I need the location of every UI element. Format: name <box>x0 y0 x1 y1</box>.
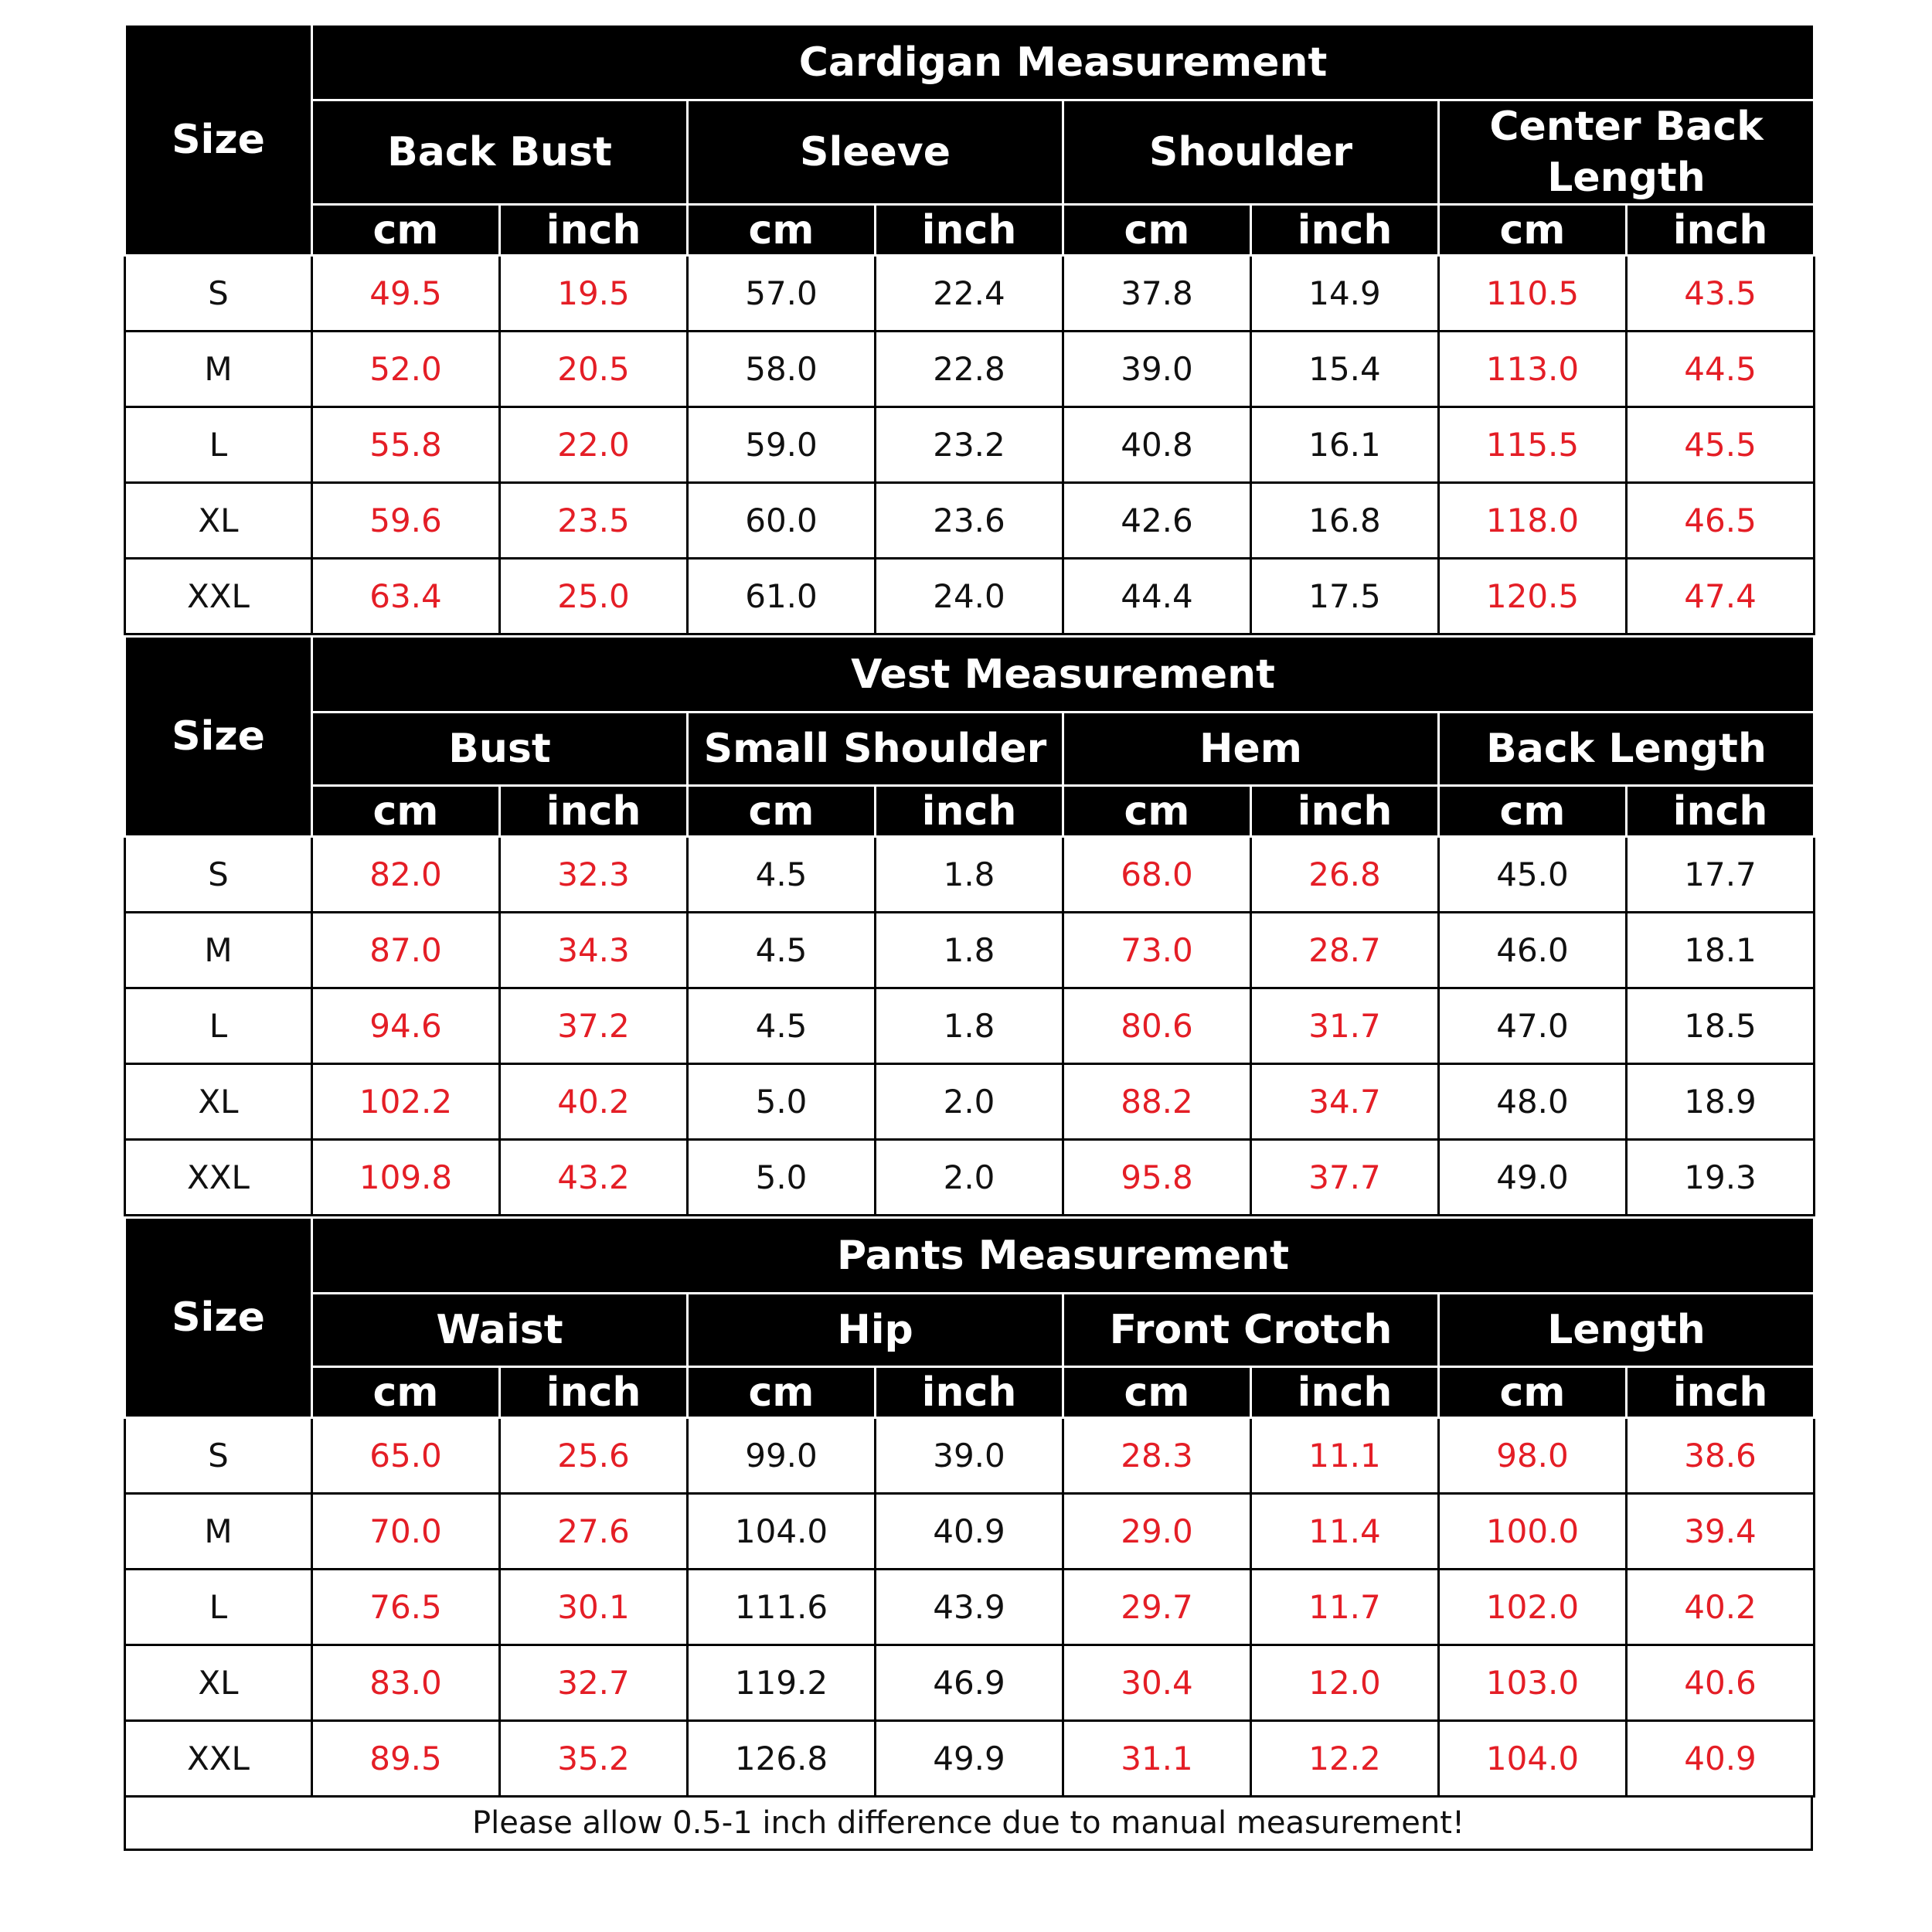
measurement-group-header: Hip <box>688 1294 1063 1367</box>
unit-header-cm: cm <box>688 1367 876 1418</box>
value-cell: 26.8 <box>1251 837 1439 913</box>
value-cell: 19.5 <box>500 256 688 332</box>
value-cell: 20.5 <box>500 332 688 407</box>
table-row <box>125 1570 1815 1645</box>
size-chart <box>124 23 1813 1851</box>
value-cell: 46.9 <box>876 1645 1063 1721</box>
measurement-table <box>124 23 1815 635</box>
unit-header-inch: inch <box>500 786 688 837</box>
value-cell: 59.6 <box>312 483 500 559</box>
size-cell: S <box>125 256 312 332</box>
value-cell: 22.8 <box>876 332 1063 407</box>
measurement-group-header: Shoulder <box>1063 100 1439 205</box>
measurement-sections <box>124 23 1813 1798</box>
unit-header-inch: inch <box>1251 1367 1439 1418</box>
value-cell: 80.6 <box>1063 988 1251 1064</box>
unit-header-cm: cm <box>1063 1367 1251 1418</box>
measurement-group-header: Back Bust <box>312 100 688 205</box>
unit-header-inch: inch <box>1251 786 1439 837</box>
table-row <box>125 483 1815 559</box>
measurement-group-header: Small Shoulder <box>688 713 1063 786</box>
value-cell: 43.2 <box>500 1140 688 1216</box>
value-cell: 16.1 <box>1251 407 1439 483</box>
value-cell: 87.0 <box>312 913 500 988</box>
value-cell: 59.0 <box>688 407 876 483</box>
value-cell: 46.5 <box>1627 483 1815 559</box>
size-cell: L <box>125 1570 312 1645</box>
value-cell: 102.0 <box>1439 1570 1627 1645</box>
unit-header-inch: inch <box>500 1367 688 1418</box>
value-cell: 100.0 <box>1439 1494 1627 1570</box>
table-row <box>125 988 1815 1064</box>
unit-header-cm: cm <box>688 205 876 256</box>
value-cell: 111.6 <box>688 1570 876 1645</box>
measurement-group-header: Sleeve <box>688 100 1063 205</box>
unit-header-cm: cm <box>312 1367 500 1418</box>
value-cell: 102.2 <box>312 1064 500 1140</box>
measurement-group-header: Bust <box>312 713 688 786</box>
measurement-group-header: Back Length <box>1439 713 1815 786</box>
value-cell: 42.6 <box>1063 483 1251 559</box>
value-cell: 40.2 <box>1627 1570 1815 1645</box>
value-cell: 12.0 <box>1251 1645 1439 1721</box>
value-cell: 49.5 <box>312 256 500 332</box>
measurement-group-header: Center Back Length <box>1439 100 1815 205</box>
value-cell: 39.4 <box>1627 1494 1815 1570</box>
measurement-group-header: Hem <box>1063 713 1439 786</box>
size-column-header: Size <box>125 1218 312 1418</box>
value-cell: 11.4 <box>1251 1494 1439 1570</box>
value-cell: 28.7 <box>1251 913 1439 988</box>
table-row <box>125 407 1815 483</box>
unit-header-cm: cm <box>312 786 500 837</box>
value-cell: 2.0 <box>876 1064 1063 1140</box>
table-row <box>125 837 1815 913</box>
unit-header-inch: inch <box>876 1367 1063 1418</box>
unit-header-cm: cm <box>688 786 876 837</box>
value-cell: 104.0 <box>688 1494 876 1570</box>
value-cell: 120.5 <box>1439 559 1627 634</box>
table-row <box>125 559 1815 634</box>
size-column-header: Size <box>125 25 312 256</box>
unit-header-inch: inch <box>1627 786 1815 837</box>
unit-header-inch: inch <box>876 205 1063 256</box>
value-cell: 25.6 <box>500 1418 688 1494</box>
value-cell: 82.0 <box>312 837 500 913</box>
value-cell: 4.5 <box>688 913 876 988</box>
size-column-header: Size <box>125 637 312 837</box>
value-cell: 22.0 <box>500 407 688 483</box>
table-row <box>125 1140 1815 1216</box>
table-row <box>125 1418 1815 1494</box>
measurement-note: Please allow 0.5-1 inch difference due to manual measurement! <box>124 1798 1813 1851</box>
value-cell: 15.4 <box>1251 332 1439 407</box>
value-cell: 52.0 <box>312 332 500 407</box>
measurement-table <box>124 635 1815 1216</box>
value-cell: 11.1 <box>1251 1418 1439 1494</box>
value-cell: 40.6 <box>1627 1645 1815 1721</box>
table-row <box>125 1494 1815 1570</box>
value-cell: 34.3 <box>500 913 688 988</box>
measurement-group-header: Length <box>1439 1294 1815 1367</box>
table-row <box>125 256 1815 332</box>
value-cell: 31.7 <box>1251 988 1439 1064</box>
size-cell: S <box>125 837 312 913</box>
value-cell: 14.9 <box>1251 256 1439 332</box>
value-cell: 58.0 <box>688 332 876 407</box>
value-cell: 48.0 <box>1439 1064 1627 1140</box>
value-cell: 43.9 <box>876 1570 1063 1645</box>
value-cell: 40.9 <box>1627 1721 1815 1797</box>
value-cell: 29.0 <box>1063 1494 1251 1570</box>
value-cell: 45.5 <box>1627 407 1815 483</box>
value-cell: 2.0 <box>876 1140 1063 1216</box>
unit-header-inch: inch <box>876 786 1063 837</box>
value-cell: 35.2 <box>500 1721 688 1797</box>
value-cell: 44.4 <box>1063 559 1251 634</box>
value-cell: 118.0 <box>1439 483 1627 559</box>
value-cell: 103.0 <box>1439 1645 1627 1721</box>
value-cell: 40.9 <box>876 1494 1063 1570</box>
value-cell: 49.9 <box>876 1721 1063 1797</box>
value-cell: 5.0 <box>688 1064 876 1140</box>
table-row <box>125 913 1815 988</box>
value-cell: 23.6 <box>876 483 1063 559</box>
size-cell: XL <box>125 1645 312 1721</box>
value-cell: 5.0 <box>688 1140 876 1216</box>
value-cell: 18.1 <box>1627 913 1815 988</box>
value-cell: 47.4 <box>1627 559 1815 634</box>
unit-header-inch: inch <box>1627 205 1815 256</box>
size-cell: XXL <box>125 1721 312 1797</box>
value-cell: 29.7 <box>1063 1570 1251 1645</box>
unit-header-inch: inch <box>500 205 688 256</box>
value-cell: 37.7 <box>1251 1140 1439 1216</box>
size-cell: M <box>125 1494 312 1570</box>
value-cell: 49.0 <box>1439 1140 1627 1216</box>
value-cell: 17.5 <box>1251 559 1439 634</box>
value-cell: 83.0 <box>312 1645 500 1721</box>
value-cell: 60.0 <box>688 483 876 559</box>
value-cell: 28.3 <box>1063 1418 1251 1494</box>
size-cell: XL <box>125 1064 312 1140</box>
value-cell: 94.6 <box>312 988 500 1064</box>
value-cell: 19.3 <box>1627 1140 1815 1216</box>
value-cell: 38.6 <box>1627 1418 1815 1494</box>
value-cell: 37.8 <box>1063 256 1251 332</box>
size-cell: L <box>125 988 312 1064</box>
value-cell: 110.5 <box>1439 256 1627 332</box>
size-cell: S <box>125 1418 312 1494</box>
section-title: Cardigan Measurement <box>312 25 1815 100</box>
unit-header-inch: inch <box>1627 1367 1815 1418</box>
value-cell: 34.7 <box>1251 1064 1439 1140</box>
value-cell: 37.2 <box>500 988 688 1064</box>
value-cell: 18.9 <box>1627 1064 1815 1140</box>
value-cell: 22.4 <box>876 256 1063 332</box>
value-cell: 39.0 <box>876 1418 1063 1494</box>
size-cell: L <box>125 407 312 483</box>
value-cell: 98.0 <box>1439 1418 1627 1494</box>
section-title: Pants Measurement <box>312 1218 1815 1294</box>
size-cell: XXL <box>125 1140 312 1216</box>
value-cell: 113.0 <box>1439 332 1627 407</box>
value-cell: 55.8 <box>312 407 500 483</box>
value-cell: 45.0 <box>1439 837 1627 913</box>
value-cell: 11.7 <box>1251 1570 1439 1645</box>
unit-header-cm: cm <box>312 205 500 256</box>
value-cell: 63.4 <box>312 559 500 634</box>
unit-header-cm: cm <box>1439 786 1627 837</box>
value-cell: 32.7 <box>500 1645 688 1721</box>
value-cell: 95.8 <box>1063 1140 1251 1216</box>
value-cell: 31.1 <box>1063 1721 1251 1797</box>
value-cell: 4.5 <box>688 988 876 1064</box>
value-cell: 76.5 <box>312 1570 500 1645</box>
value-cell: 23.2 <box>876 407 1063 483</box>
value-cell: 1.8 <box>876 988 1063 1064</box>
unit-header-cm: cm <box>1063 786 1251 837</box>
value-cell: 40.8 <box>1063 407 1251 483</box>
value-cell: 126.8 <box>688 1721 876 1797</box>
value-cell: 89.5 <box>312 1721 500 1797</box>
value-cell: 47.0 <box>1439 988 1627 1064</box>
value-cell: 12.2 <box>1251 1721 1439 1797</box>
value-cell: 39.0 <box>1063 332 1251 407</box>
value-cell: 16.8 <box>1251 483 1439 559</box>
value-cell: 88.2 <box>1063 1064 1251 1140</box>
value-cell: 23.5 <box>500 483 688 559</box>
value-cell: 115.5 <box>1439 407 1627 483</box>
size-cell: XXL <box>125 559 312 634</box>
table-row <box>125 1645 1815 1721</box>
value-cell: 32.3 <box>500 837 688 913</box>
table-row <box>125 1721 1815 1797</box>
value-cell: 119.2 <box>688 1645 876 1721</box>
value-cell: 4.5 <box>688 837 876 913</box>
value-cell: 99.0 <box>688 1418 876 1494</box>
value-cell: 17.7 <box>1627 837 1815 913</box>
value-cell: 104.0 <box>1439 1721 1627 1797</box>
unit-header-cm: cm <box>1439 1367 1627 1418</box>
value-cell: 109.8 <box>312 1140 500 1216</box>
value-cell: 1.8 <box>876 913 1063 988</box>
value-cell: 73.0 <box>1063 913 1251 988</box>
value-cell: 30.4 <box>1063 1645 1251 1721</box>
value-cell: 18.5 <box>1627 988 1815 1064</box>
value-cell: 57.0 <box>688 256 876 332</box>
table-row <box>125 332 1815 407</box>
table-row <box>125 1064 1815 1140</box>
measurement-table <box>124 1216 1815 1798</box>
unit-header-cm: cm <box>1439 205 1627 256</box>
value-cell: 61.0 <box>688 559 876 634</box>
value-cell: 25.0 <box>500 559 688 634</box>
value-cell: 46.0 <box>1439 913 1627 988</box>
value-cell: 40.2 <box>500 1064 688 1140</box>
size-cell: XL <box>125 483 312 559</box>
value-cell: 30.1 <box>500 1570 688 1645</box>
size-cell: M <box>125 332 312 407</box>
value-cell: 27.6 <box>500 1494 688 1570</box>
unit-header-cm: cm <box>1063 205 1251 256</box>
value-cell: 68.0 <box>1063 837 1251 913</box>
value-cell: 44.5 <box>1627 332 1815 407</box>
measurement-group-header: Front Crotch <box>1063 1294 1439 1367</box>
unit-header-inch: inch <box>1251 205 1439 256</box>
value-cell: 43.5 <box>1627 256 1815 332</box>
measurement-group-header: Waist <box>312 1294 688 1367</box>
value-cell: 70.0 <box>312 1494 500 1570</box>
value-cell: 65.0 <box>312 1418 500 1494</box>
size-cell: M <box>125 913 312 988</box>
section-title: Vest Measurement <box>312 637 1815 713</box>
value-cell: 24.0 <box>876 559 1063 634</box>
value-cell: 1.8 <box>876 837 1063 913</box>
